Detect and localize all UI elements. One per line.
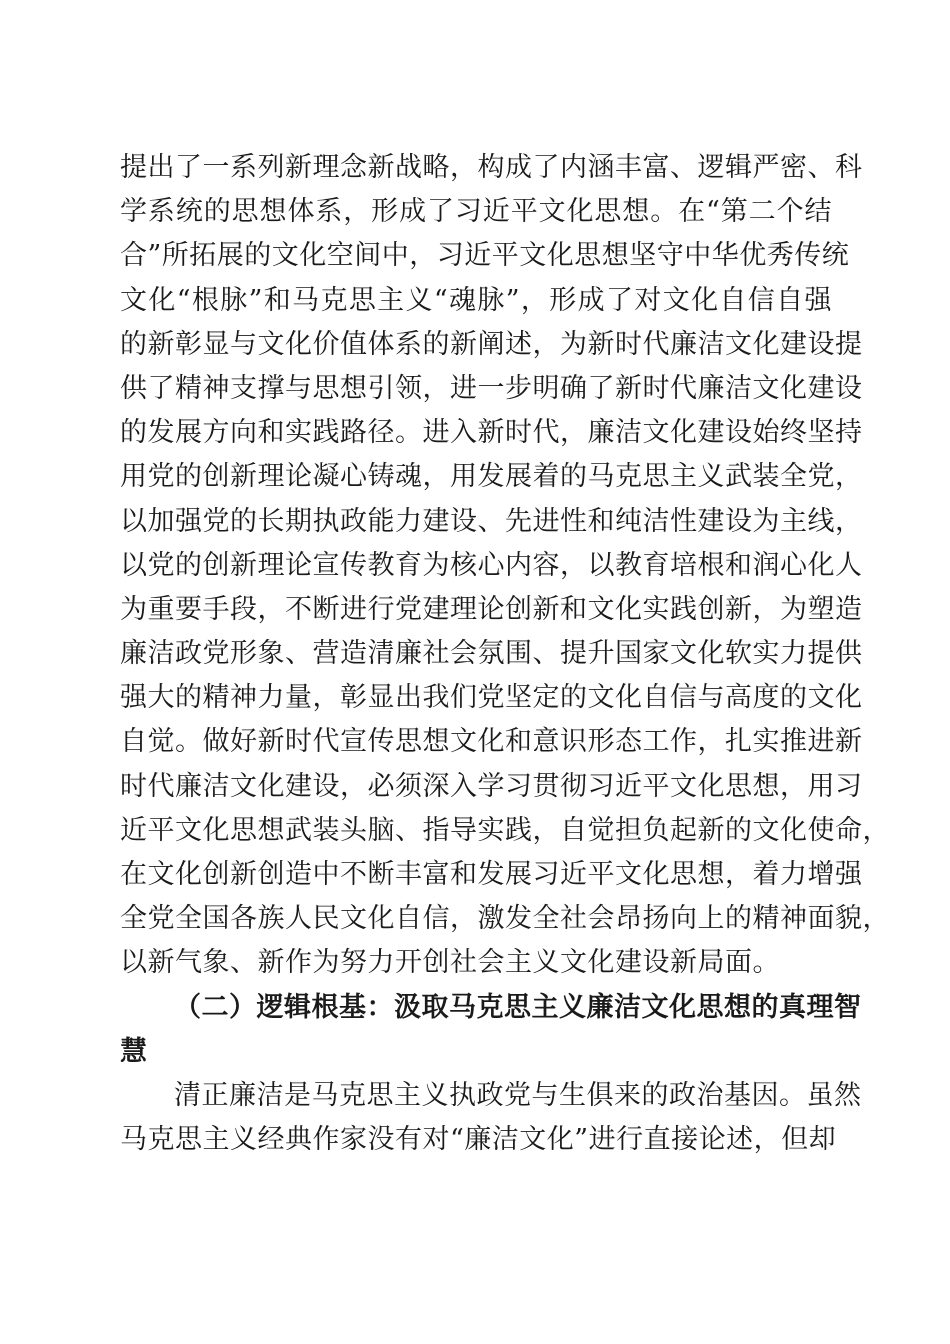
text-line: 的发展方向和实践路径。进入新时代，廉洁文化建设始终坚持 [120, 417, 863, 449]
text-line: 供了精神支撑与思想引领，进一步明确了新时代廉洁文化建设 [120, 372, 863, 404]
text-line: 合”所拓展的文化空间中，习近平文化思想坚守中华优秀传统 [120, 240, 850, 272]
section-heading [120, 986, 862, 1074]
text-line: 用党的创新理论凝心铸魂，用发展着的马克思主义武装全党， [120, 461, 863, 493]
paragraph [120, 1074, 862, 1162]
text-line: 清正廉洁是马克思主义执政党与生俱来的政治基因。虽然 [174, 1079, 862, 1111]
text-line: 廉洁政党形象、营造清廉社会氛围、提升国家文化软实力提供 [120, 638, 863, 670]
text-line: 全党全国各族人民文化自信，激发全社会昂扬向上的精神面貌， [120, 903, 890, 935]
paragraph [120, 146, 890, 986]
text-line: 自觉。做好新时代宣传思想文化和意识形态工作，扎实推进新 [120, 726, 863, 758]
text-line: 近平文化思想武装头脑、指导实践，自觉担负起新的文化使命， [120, 814, 890, 846]
text-line: 在文化创新创造中不断丰富和发展习近平文化思想，着力增强 [120, 859, 863, 890]
text-line: 马克思主义经典作家没有对“廉洁文化”进行直接论述，但却 [120, 1124, 837, 1156]
text-line: 学系统的思想体系，形成了习近平文化思想。在“第二个结 [120, 196, 832, 228]
text-line: 时代廉洁文化建设，必须深入学习贯彻习近平文化思想，用习 [120, 770, 863, 802]
text-line: 为重要手段，不断进行党建理论创新和文化实践创新，为塑造 [120, 593, 863, 625]
text-line: 的新彰显与文化价值体系的新阐述，为新时代廉洁文化建设提 [120, 328, 863, 360]
text-line: 以加强党的长期执政能力建设、先进性和纯洁性建设为主线， [120, 505, 863, 537]
text-line: 强大的精神力量，彰显出我们党坚定的文化自信与高度的文化 [120, 682, 863, 714]
text-line: 以党的创新理论宣传教育为核心内容，以教育培根和润心化人 [120, 549, 863, 581]
text-line: 文化“根脉”和马克思主义“魂脉”，形成了对文化自信自强 [120, 284, 832, 316]
heading-line: 慧 [120, 1035, 148, 1067]
text-line: 以新气象、新作为努力开创社会主义文化建设新局面。 [120, 947, 780, 979]
body-text [120, 146, 890, 1162]
text-line: 提出了一系列新理念新战略，构成了内涵丰富、逻辑严密、科 [120, 152, 863, 183]
heading-line: （二）逻辑根基：汲取马克思主义廉洁文化思想的真理智 [174, 991, 862, 1023]
